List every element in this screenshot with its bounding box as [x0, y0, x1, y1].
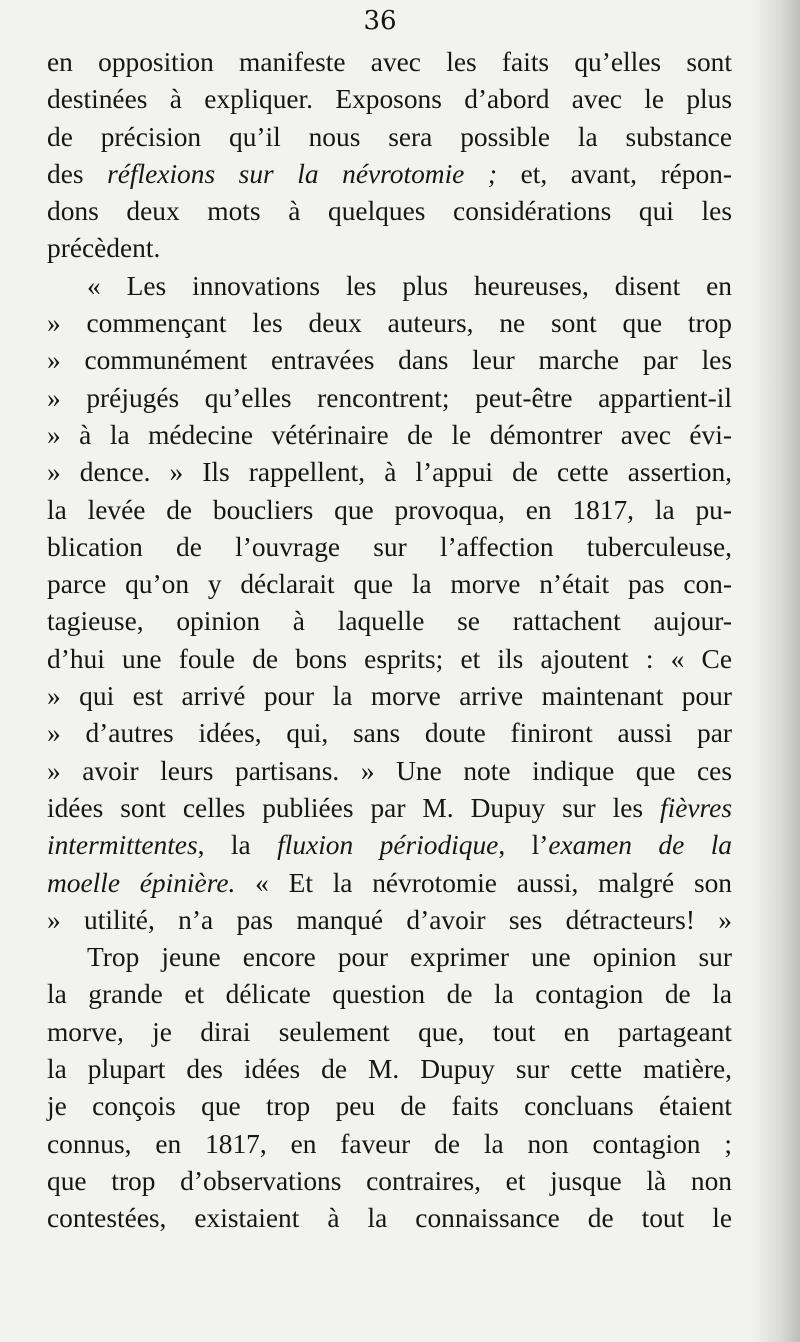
text-run: la levée de boucliers que provoqua, en 1817, la pu-: [47, 494, 732, 525]
text-run: » d’autres idées, qui, sans doute finiront aussi par: [47, 718, 732, 749]
text-run: je conçois que trop peu de faits concluans étaient: [47, 1091, 732, 1122]
text-run: » qui est arrivé pour la morve arrive maintenant pour: [47, 681, 732, 712]
text-line: [47, 790, 732, 827]
text-run: parce qu’on y déclarait que la morve n’était pas con-: [47, 569, 732, 600]
text-line: [47, 230, 732, 267]
italic-text: fièvres: [660, 792, 732, 823]
text-line: [47, 976, 732, 1013]
text-run: en opposition manifeste avec les faits qu’elles sont: [47, 47, 732, 77]
text-run: « Et la névrotomie aussi, malgré son: [235, 867, 732, 898]
text-line: [47, 454, 732, 491]
text-run: « Les innovations les plus heureuses, disent en: [87, 270, 732, 301]
text-run: dons deux mots à quelques considérations qui les: [47, 196, 732, 227]
text-line: [47, 603, 732, 640]
text-run: blication de l’ouvrage sur l’affection tuberculeuse,: [47, 531, 732, 562]
text-line: [47, 492, 732, 529]
text-run: , la: [197, 830, 278, 861]
text-run: » utilité, n’a pas manqué d’avoir ses détracteurs! »: [47, 904, 732, 935]
text-line: [47, 119, 732, 156]
text-run: des: [47, 158, 108, 189]
text-line: [47, 1163, 732, 1200]
text-run: et, avant, répon-: [497, 158, 732, 189]
text-run: idées sont celles publiées par M. Dupuy sur les: [47, 792, 660, 823]
text-run: contestées, existaient à la connaissance de tout le: [47, 1203, 732, 1234]
text-run: » préjugés qu’elles rencontrent; peut-être appartient-il: [47, 382, 732, 413]
text-line: [47, 268, 732, 305]
text-line: [47, 827, 732, 864]
text-line: [47, 1126, 732, 1163]
text-run: » dence. » Ils rappellent, à l’appui de cette assertion,: [47, 457, 732, 488]
text-line: [47, 1088, 732, 1125]
text-run: destinées à expliquer. Exposons d’abord avec le plus: [47, 84, 732, 115]
text-line: [47, 44, 732, 81]
text-line: [47, 902, 732, 939]
text-line: [47, 380, 732, 417]
text-run: la plupart des idées de M. Dupuy sur cette matière,: [47, 1054, 732, 1085]
text-line: [47, 81, 732, 118]
text-run: de précision qu’il nous sera possible la substance: [47, 121, 732, 152]
text-line: [47, 305, 732, 342]
page-gutter-shadow: [752, 0, 800, 1342]
body-text: [47, 44, 732, 1238]
text-run: connus, en 1817, en faveur de la non contagion ;: [47, 1128, 732, 1159]
text-line: [47, 678, 732, 715]
text-line: [47, 1051, 732, 1088]
text-run: Trop jeune encore pour exprimer une opinion sur: [87, 942, 732, 973]
text-run: » à la médecine vétérinaire de le démontrer avec évi-: [47, 419, 732, 450]
italic-text: fluxion périodique: [277, 830, 499, 861]
italic-text: examen de la: [548, 830, 733, 861]
text-line: [47, 753, 732, 790]
text-run: » commençant les deux auteurs, ne sont que trop: [47, 308, 732, 339]
text-run: que trop d’observations contraires, et jusque là non: [47, 1165, 732, 1196]
text-run: » communément entravées dans leur marche par les: [47, 345, 732, 376]
italic-text: moelle épinière.: [47, 867, 236, 898]
text-line: [47, 939, 732, 976]
text-run: précèdent.: [47, 233, 161, 264]
text-line: [47, 715, 732, 752]
italic-text: réflexions sur la névrotomie ;: [107, 158, 498, 189]
text-run: » avoir leurs partisans. » Une note indique que ces: [47, 755, 732, 786]
text-line: [47, 529, 732, 566]
text-line: [47, 342, 732, 379]
page-number: 36: [363, 6, 397, 36]
text-line: [47, 1014, 732, 1051]
text-line: [47, 641, 732, 678]
text-line: [47, 865, 732, 902]
text-line: [47, 156, 732, 193]
text-run: la grande et délicate question de la contagion de la: [47, 979, 732, 1010]
text-line: [47, 193, 732, 230]
text-run: tagieuse, opinion à laquelle se rattachent aujour-: [47, 606, 732, 637]
text-line: [47, 417, 732, 454]
text-run: morve, je dirai seulement que, tout en partageant: [47, 1016, 732, 1047]
text-line: [47, 1200, 732, 1237]
text-line: [47, 566, 732, 603]
italic-text: intermittentes: [47, 830, 198, 861]
text-run: d’hui une foule de bons esprits; et ils ajoutent : « Ce: [47, 643, 732, 674]
text-run: , l’: [498, 830, 549, 861]
